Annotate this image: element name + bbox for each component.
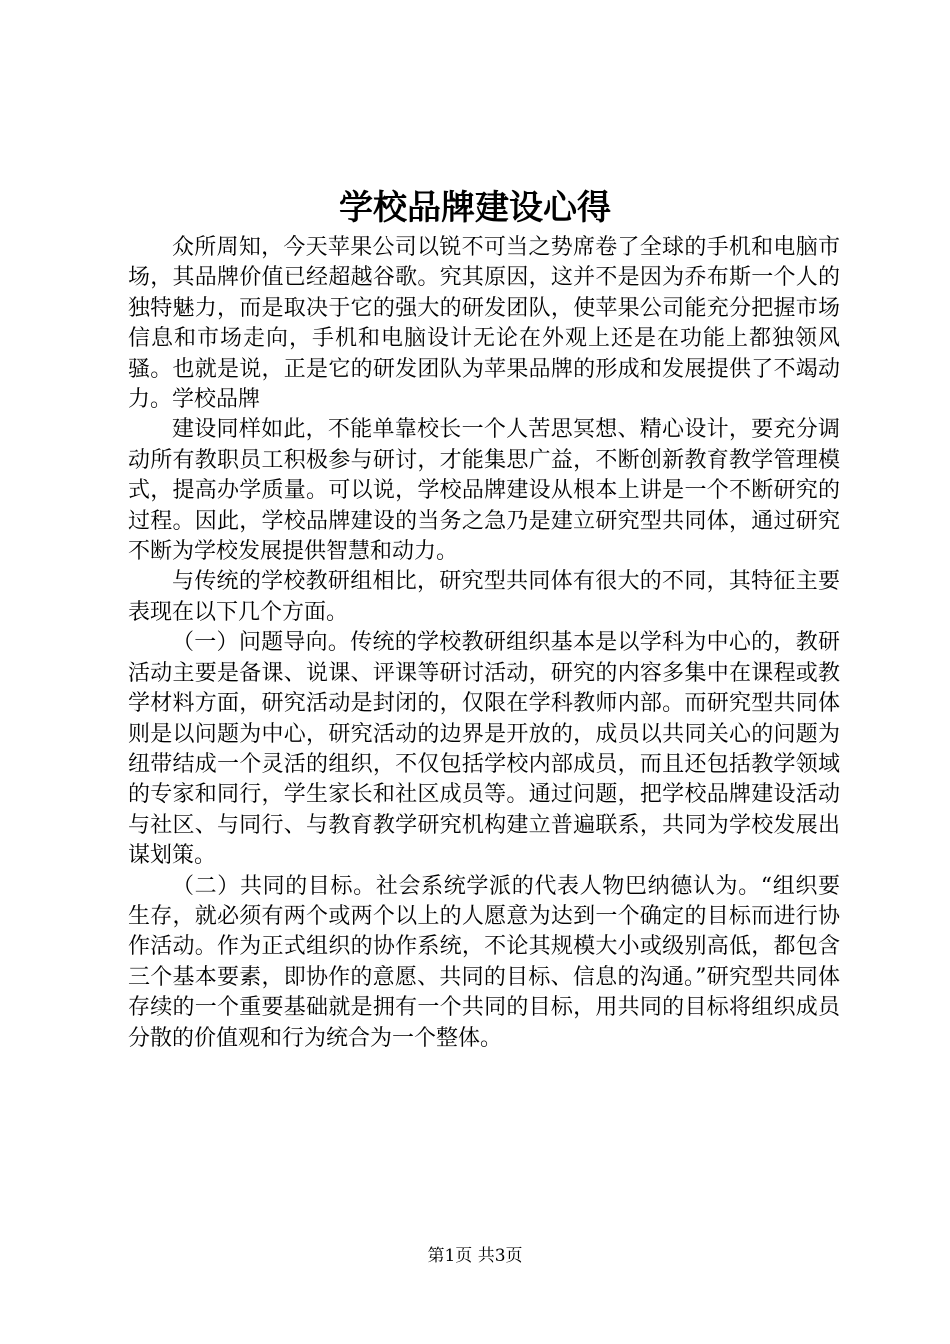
- document-title: 学校品牌建设心得: [339, 188, 611, 228]
- page-footer: 第1页 共3页: [427, 1246, 523, 1266]
- paragraph-common-goal: （二）共同的目标。社会系统学派的代表人物巴纳德认为。“组织要生存，就必须有两个或两个以上的人愿意为达到一个确定的目标而进行协作活动。作为正式组织的协作系统，不论其规模大小或级别高低，都包含三个基本要素，即协作的意愿、共同的目标、信息的沟通。”研究型共同体存续的一个重要基础就是拥有一个共同的目标，用共同的目标将组织成员分散的价值观和行为统合为一个整体。: [128, 873, 840, 1051]
- paragraph-comparison: 与传统的学校教研组相比，研究型共同体有很大的不同，其特征主要表现在以下几个方面。: [128, 569, 840, 625]
- document-body: [128, 233, 840, 1054]
- paragraph-brand-building: 建设同样如此，不能单靠校长一个人苦思冥想、精心设计，要充分调动所有教职员工积极参与研讨，才能集思广益，不断创新教育教学管理模式，提高办学质量。可以说，学校品牌建设从根本上讲是一个不断研究的过程。因此，学校品牌建设的当务之急乃是建立研究型共同体，通过研究不断为学校发展提供智慧和动力。: [128, 417, 840, 565]
- paragraph-intro: 众所周知，今天苹果公司以锐不可当之势席卷了全球的手机和电脑市场，其品牌价值已经超越谷歌。究其原因，这并不是因为乔布斯一个人的独特魅力，而是取决于它的强大的研发团队，使苹果公司能充分把握市场信息和市场走向，手机和电脑设计无论在外观上还是在功能上都独领风骚。也就是说，正是它的研发团队为苹果品牌的形成和发展提供了不竭动力。学校品牌: [128, 235, 840, 413]
- paragraph-problem-oriented: （一）问题导向。传统的学校教研组织基本是以学科为中心的，教研活动主要是备课、说课、评课等研讨活动，研究的内容多集中在课程或教学材料方面，研究活动是封闭的，仅限在学科教师内部。而研究型共同体则是以问题为中心，研究活动的边界是开放的，成员以共同关心的问题为纽带结成一个灵活的组织，不仅包括学校内部成员，而且还包括教学领域的专家和同行，学生家长和社区成员等。通过问题，把学校品牌建设活动与社区、与同行、与教育教学研究机构建立普遍联系，共同为学校发展出谋划策。: [128, 630, 840, 869]
